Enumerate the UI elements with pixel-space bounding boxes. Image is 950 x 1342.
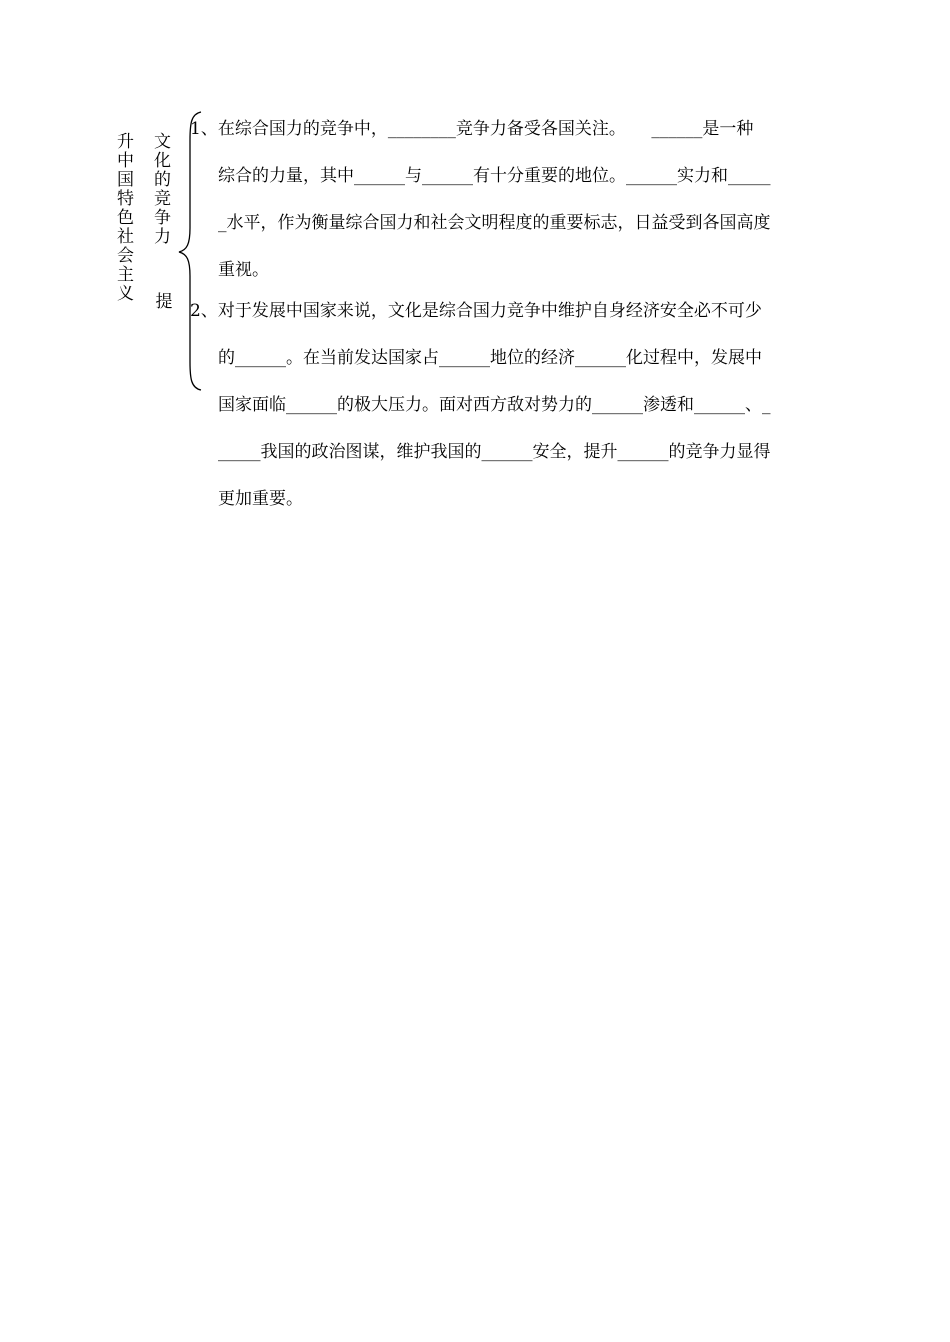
text-line-1: 1、在综合国力的竞争中，________竞争力备受各国关注。 ______是一种 [190,119,754,139]
vertical-label-inner [154,133,174,247]
text-line-8: _____我国的政治图谋，维护我国的______安全，提升______的竞争力显得 [218,442,771,462]
text-line-9: 更加重要。 [218,489,303,509]
text-line-7: 国家面临______的极大压力。面对西方敌对势力的______渗透和______、_ [218,395,771,415]
vertical-label-inner-text: 文化的竞争力 [154,132,171,247]
curly-brace-icon [175,110,205,392]
text-line-6: 的______。在当前发达国家占______地位的经济______化过程中，发展中 [218,348,762,368]
vertical-label-ti-text: 提 [155,292,173,312]
vertical-label-ti [154,293,174,312]
text-line-4: 重视。 [218,260,269,280]
vertical-label-outer [117,133,137,304]
text-line-5: 2、对于发展中国家来说，文化是综合国力竞争中维护自身经济安全必不可少 [190,301,762,321]
text-line-3: _水平，作为衡量综合国力和社会文明程度的重要标志，日益受到各国高度 [218,213,771,233]
vertical-label-outer-text: 升中国特色社会主义 [117,132,134,304]
text-line-2: 综合的力量，其中______与______有十分重要的地位。______实力和_____ [218,166,771,186]
